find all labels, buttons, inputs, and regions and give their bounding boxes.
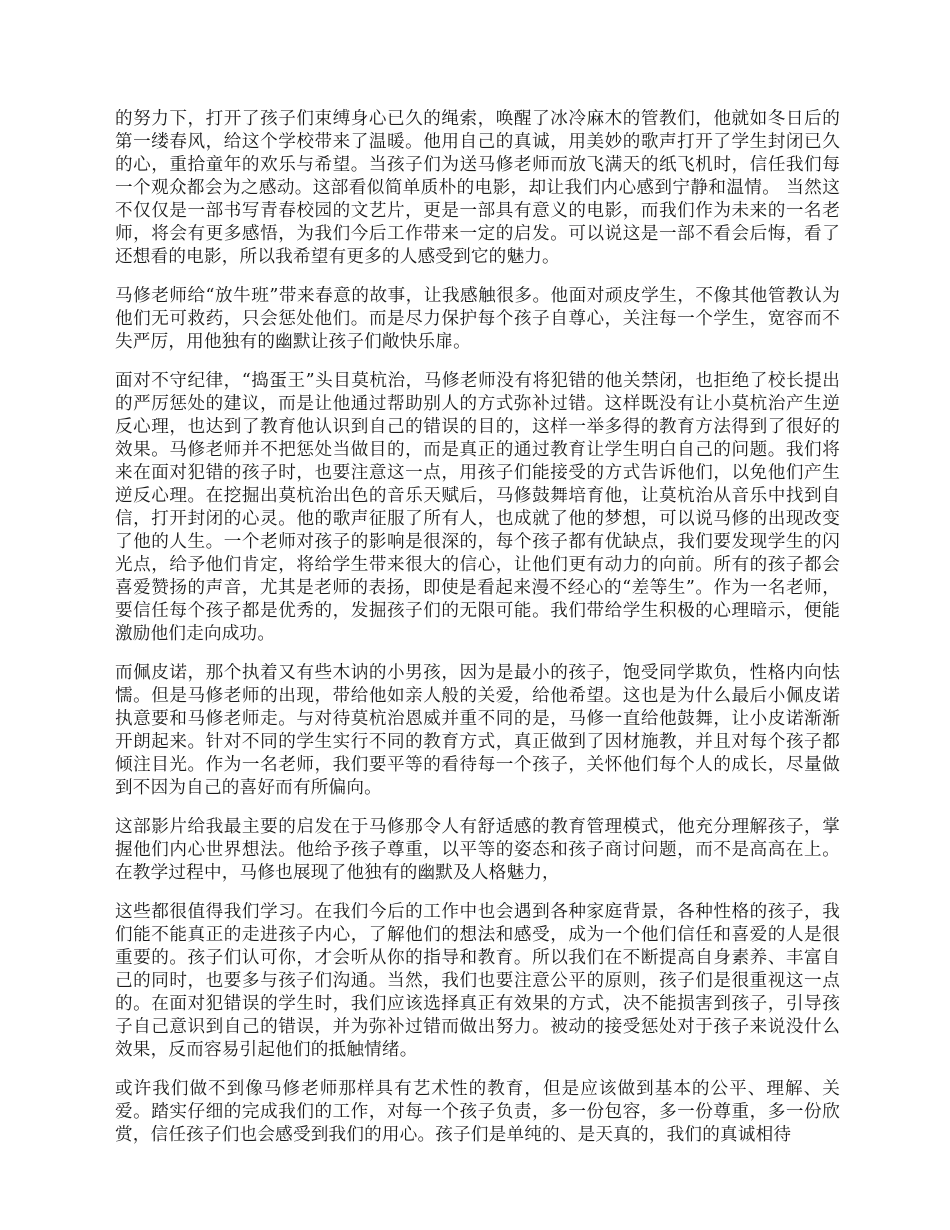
paragraph-5: 这部影片给我最主要的启发在于马修那令人有舒适感的教育管理模式，他充分理解孩子，掌握他们内心世界想法。他给予孩子尊重，以平等的姿态和孩子商讨问题，而不是高高在上。在教学过程中，马修也展现了他独有的幽默及人格魅力， [115, 817, 840, 883]
paragraph-3: 面对不守纪律，“捣蛋王”头目莫杭治，马修老师没有将犯错的他关禁闭，也拒绝了校长提出的严厉惩处的建议，而是让他通过帮助别人的方式弥补过错。这样既没有让小莫杭治产生逆反心理，也达到了教育他认识到自己的错误的目的，这样一举多得的教育方法得到了很好的效果。马修老师并不把惩处当做目的，而是真正的通过教育让学生明白自己的问题。我们将来在面对犯错的孩子时，也要注意这一点，用孩子们能接受的方式告诉他们，以免他们产生逆反心理。在挖掘出莫杭治出色的音乐天赋后，马修鼓舞培育他，让莫杭治从音乐中找到自信，打开封闭的心灵。他的歌声征服了所有人，也成就了他的梦想，可以说马修的出现改变了他的人生。一个老师对孩子的影响是很深的，每个孩子都有优缺点，我们要发现学生的闪光点，给予他们肯定，将给学生带来很大的信心，让他们更有动力的向前。所有的孩子都会喜爱赞扬的声音，尤其是老师的表扬，即使是看起来漫不经心的“差等生”。作为一名老师，要信任每个孩子都是优秀的，发掘孩子们的无限可能。我们带给学生积极的心理暗示，便能激励他们走向成功。 [115, 371, 840, 644]
paragraph-4: 而佩皮诺，那个执着又有些木讷的小男孩，因为是最小的孩子，饱受同学欺负，性格内向怯懦。但是马修老师的出现，带给他如亲人般的关爱，给他希望。这也是为什么最后小佩皮诺执意要和马修老师走。与对待莫杭治恩威并重不同的是，马修一直给他鼓舞，让小皮诺渐渐开朗起来。针对不同的学生实行不同的教育方式，真正做到了因材施教，并且对每个孩子都倾注目光。作为一名老师，我们要平等的看待每一个孩子，关怀他们每个人的成长，尽量做到不因为自己的喜好而有所偏向。 [115, 663, 840, 798]
paragraph-2: 马修老师给“放牛班”带来春意的故事，让我感触很多。他面对顽皮学生，不像其他管教认为他们无可救药，只会惩处他们。而是尽力保护每个孩子自尊心，关注每一个学生，宽容而不失严厉，用他独有的幽默让孩子们敞快乐扉。 [115, 286, 840, 352]
paragraph-6: 这些都很值得我们学习。在我们今后的工作中也会遇到各种家庭背景，各种性格的孩子，我们能不能真正的走进孩子内心，了解他们的想法和感受，成为一个他们信任和喜爱的人是很重要的。孩子们认可你，才会听从你的指导和教育。所以我们在不断提高自身素养、丰富自己的同时，也要多与孩子们沟通。当然，我们也要注意公平的原则，孩子们是很重视这一点的。在面对犯错误的学生时，我们应该选择真正有效果的方式，决不能损害到孩子，引导孩子自己意识到自己的错误，并为弥补过错而做出努力。被动的接受惩处对于孩子来说没什么效果，反而容易引起他们的抵触情绪。 [115, 902, 840, 1060]
paragraph-1: 的努力下，打开了孩子们束缚身心已久的绳索，唤醒了冰冷麻木的管教们，他就如冬日后的第一缕春风，给这个学校带来了温暖。他用自己的真诚，用美妙的歌声打开了学生封闭已久的心，重拾童年的欢乐与希望。当孩子们为送马修老师而放飞满天的纸飞机时，信任我们每一个观众都会为之感动。这部看似简单质朴的电影，却让我们内心感到宁静和温情。 当然这不仅仅是一部书写青春校园的文艺片，更是一部具有意义的电影，而我们作为未来的一名老师，将会有更多感悟，为我们今后工作带来一定的启发。可以说这是一部不看会后悔，看了还想看的电影，所以我希望有更多的人感受到它的魅力。 [115, 109, 840, 267]
document-page [115, 108, 840, 1163]
paragraph-7: 或许我们做不到像马修老师那样具有艺术性的教育，但是应该做到基本的公平、理解、关爱。踏实仔细的完成我们的工作，对每一个孩子负责，多一份包容，多一份尊重，多一份欣赏，信任孩子们也会感受到我们的用心。孩子们是单纯的、是天真的，我们的真诚相待 [115, 1079, 840, 1145]
